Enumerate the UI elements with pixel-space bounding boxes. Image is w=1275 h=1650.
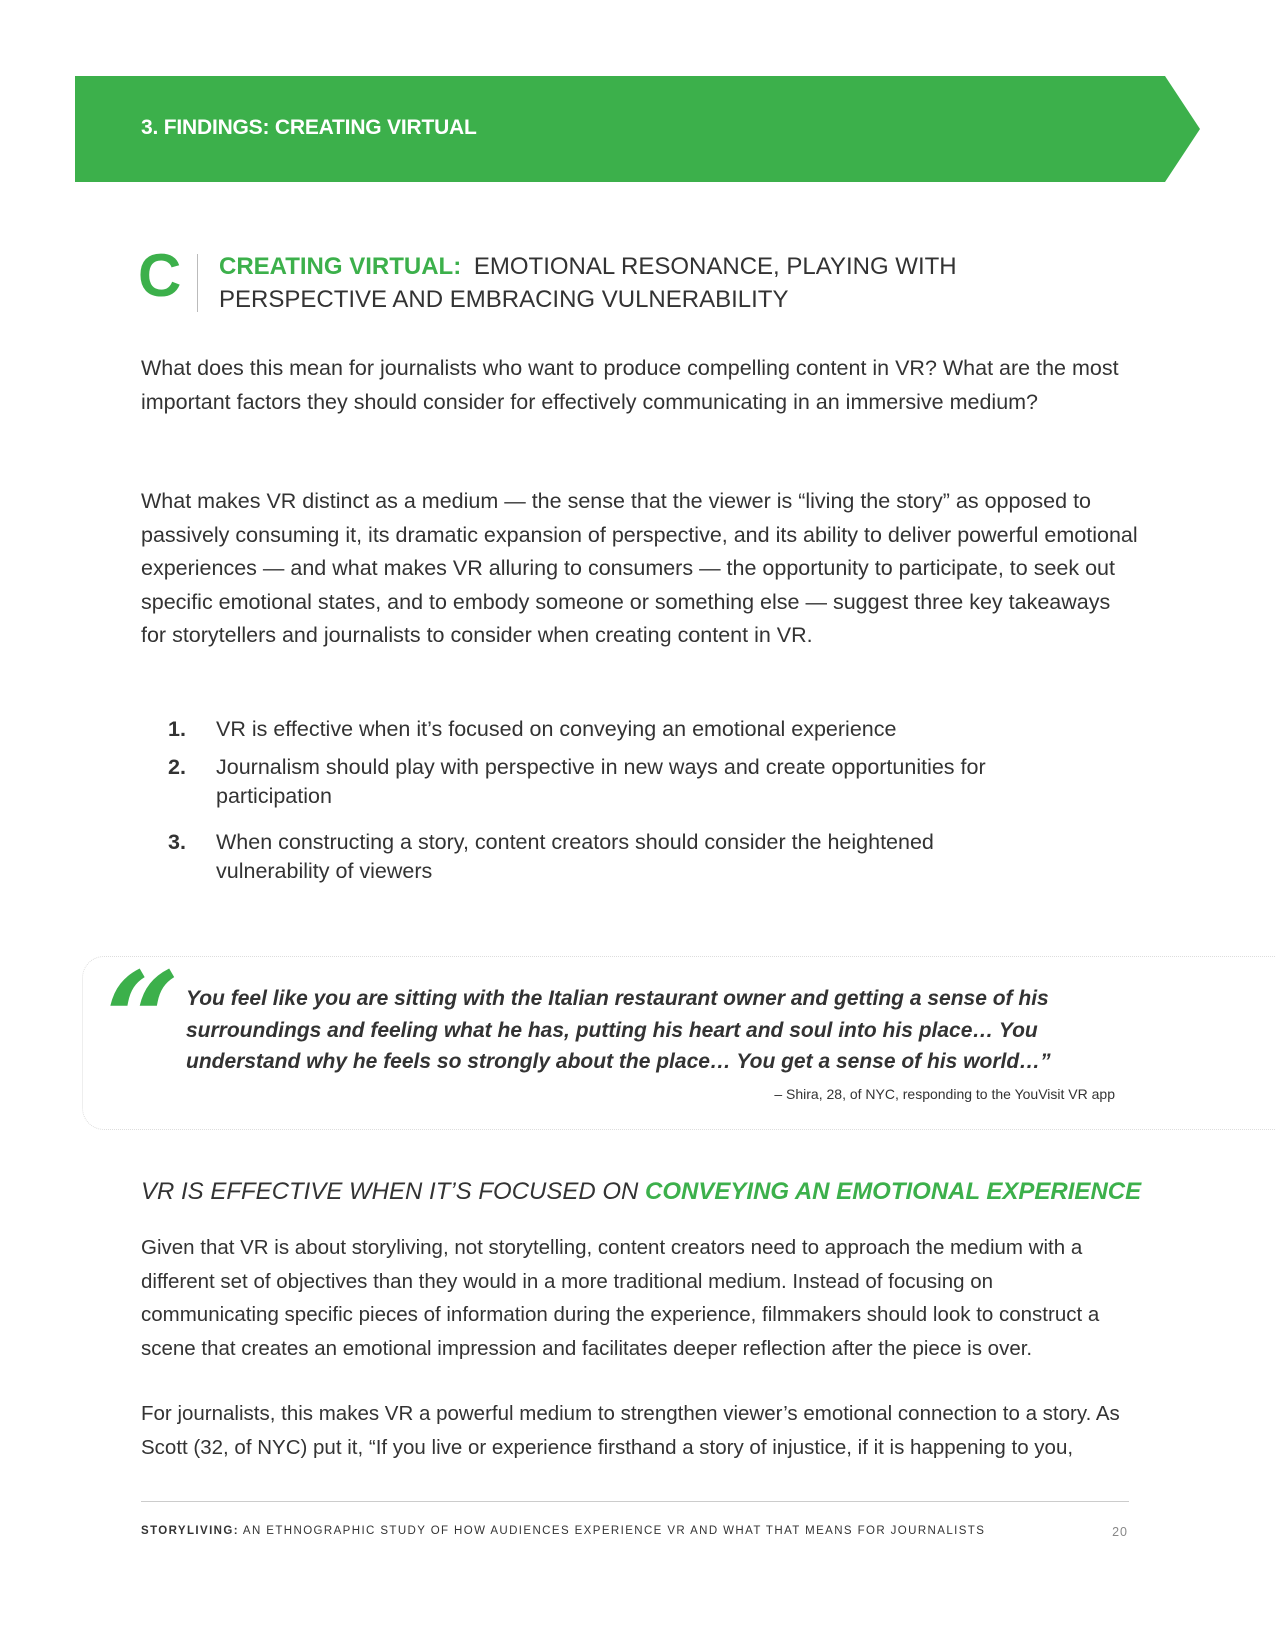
section-banner xyxy=(75,76,1200,182)
banner-title: 3. FINDINGS: CREATING VIRTUAL xyxy=(141,116,477,139)
pull-quote: You feel like you are sitting with the Italian restaurant owner and getting a sense of his surroundings and feeling what he has, putting his heart and soul into his place… You understand why he feels so strongly about the place… You get a sense of his world…” xyxy=(186,987,1051,1073)
footer-brand: STORYLIVING: xyxy=(141,1525,239,1537)
section-heading-accent: CREATING VIRTUAL: xyxy=(219,253,462,280)
list-item-text: When constructing a story, content creators should consider the heightened vulnerability of viewers xyxy=(216,830,934,883)
body-paragraph: For journalists, this makes VR a powerful medium to strengthen viewer’s emotional connection to a story. As Scott (32, of NYC) put it, “If you live or experience firsthand a story of injustice, if it is happening to you, xyxy=(141,1402,1120,1459)
intro-paragraph: What does this mean for journalists who want to produce compelling content in VR? What are the most important factors they should consider for effectively communicating in an immersive medium? xyxy=(141,356,1119,414)
subsection-heading-accent: CONVEYING AN EMOTIONAL EXPERIENCE xyxy=(645,1178,1142,1205)
subsection-heading xyxy=(141,1178,1141,1206)
list-item-text: Journalism should play with perspective in new ways and create opportunities for participation xyxy=(216,755,986,808)
list-item-number: 2. xyxy=(168,755,186,779)
quote-attribution: – Shira, 28, of NYC, responding to the YouVisit VR app xyxy=(774,1086,1115,1102)
section-heading-rest: EMOTIONAL RESONANCE, PLAYING WITH PERSPECTIVE AND EMBRACING VULNERABILITY xyxy=(219,253,957,313)
body-paragraph: Given that VR is about storyliving, not storytelling, content creators need to approach the medium with a different set of objectives than they would in a more traditional medium. Instead of focusing on communicating specific pieces of information during the experience, filmmakers should look to construct a scene that creates an emotional impression and facilitates deeper reflection after the piece is over. xyxy=(141,1236,1100,1360)
section-divider xyxy=(197,254,198,312)
footer-divider xyxy=(141,1501,1129,1502)
quote-mark-icon: “ xyxy=(105,943,180,1096)
subsection-heading-plain: VR IS EFFECTIVE WHEN IT’S FOCUSED ON xyxy=(141,1178,646,1205)
list-item-text: VR is effective when it’s focused on conveying an emotional experience xyxy=(216,717,897,741)
context-paragraph: What makes VR distinct as a medium — the sense that the viewer is “living the story” as opposed to passively consuming it, its dramatic expansion of perspective, and its ability to deliver powerful emotional experiences — and what makes VR alluring to consumers — the opportunity to participate, to seek out specific emotional states, and to embody someone or something else — suggest three key takeaways for storytellers and journalists to consider when creating content in VR. xyxy=(141,489,1138,647)
footer-subtitle: AN ETHNOGRAPHIC STUDY OF HOW AUDIENCES EXPERIENCE VR AND WHAT THAT MEANS FOR JOURNALISTS xyxy=(242,1525,986,1537)
page-number: 20 xyxy=(1112,1525,1128,1539)
section-heading xyxy=(219,250,979,316)
section-letter: C xyxy=(138,242,182,309)
list-item-number: 1. xyxy=(168,717,186,741)
list-item-number: 3. xyxy=(168,830,186,854)
footer-title xyxy=(141,1525,985,1537)
